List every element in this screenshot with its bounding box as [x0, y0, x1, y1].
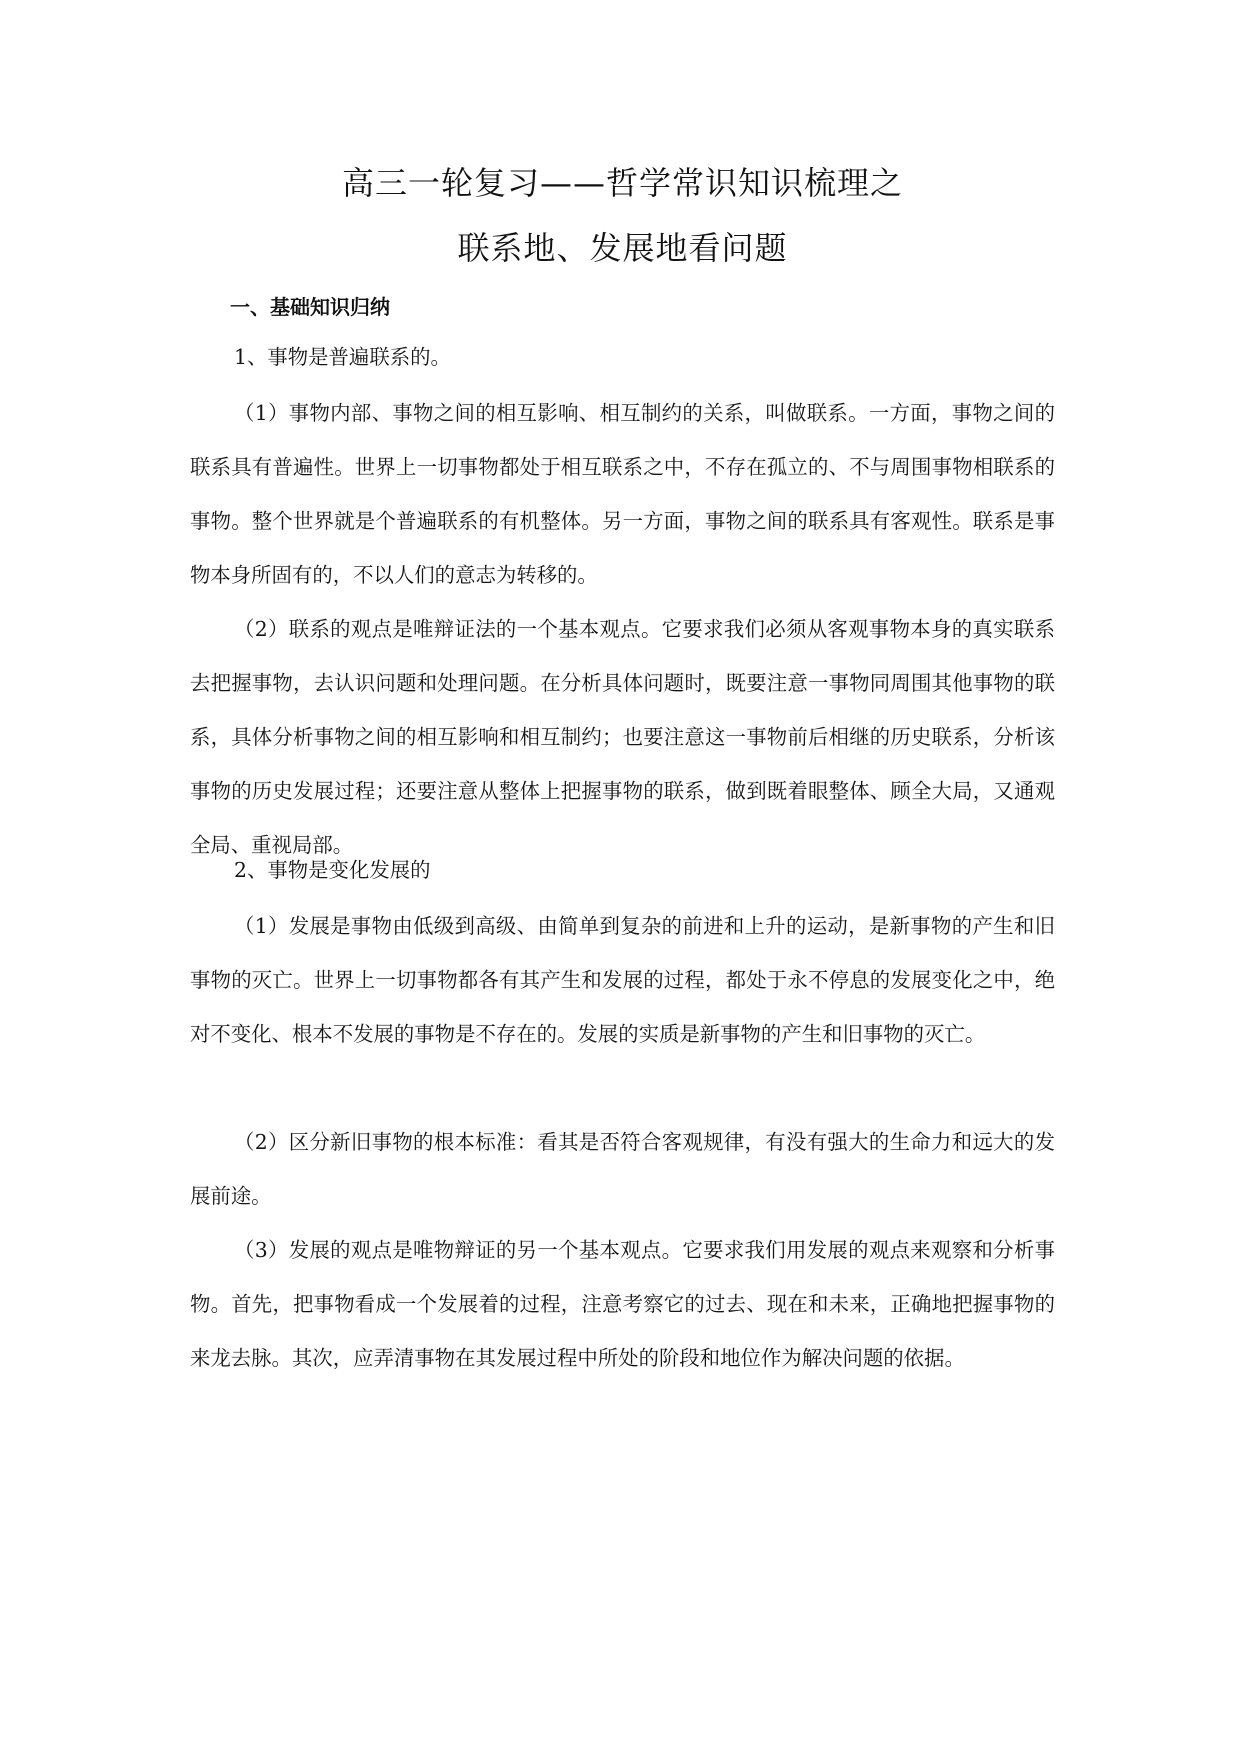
document-title-line1: 高三一轮复习——哲学常识知识梳理之: [341, 164, 903, 202]
paragraph-development-definition: （1）发展是事物由低级到高级、由简单到复杂的前进和上升的运动，是新事物的产生和旧事物的灭亡。世界上一切事物都各有其产生和发展的过程，都处于永不停息的发展变化之中，绝对不变化、根本不发展的事物是不存在的。发展的实质是新事物的产生和旧事物的灭亡。: [190, 914, 1055, 1046]
paragraph-new-old-criterion: （2）区分新旧事物的根本标准：看其是否符合客观规律，有没有强大的生命力和远大的发展前途。: [190, 1130, 1055, 1208]
item-heading-universal-connection: 1、事物是普遍联系的。: [234, 345, 451, 369]
document-title-line2: 联系地、发展地看问题: [457, 229, 788, 267]
paragraph-connection-definition: （1）事物内部、事物之间的相互影响、相互制约的关系，叫做联系。一方面，事物之间的联系具有普遍性。世界上一切事物都处于相互联系之中，不存在孤立的、不与周围事物相联系的事物。整个世界就是个普遍联系的有机整体。另一方面，事物之间的联系具有客观性。联系是事物本身所固有的，不以人们的意志为转移的。: [190, 401, 1055, 587]
section-heading-basic-knowledge: 一、基础知识归纳: [230, 295, 390, 319]
paragraph-connection-viewpoint: （2）联系的观点是唯辩证法的一个基本观点。它要求我们必须从客观事物本身的真实联系去把握事物，去认识问题和处理问题。在分析具体问题时，既要注意一事物同周围其他事物的联系，具体分析事物之间的相互影响和相互制约；也要注意这一事物前后相继的历史联系，分析该事物的历史发展过程；还要注意从整体上把握事物的联系，做到既着眼整体、顾全大局，又通观全局、重视局部。: [190, 617, 1055, 857]
paragraph-development-viewpoint: （3）发展的观点是唯物辩证的另一个基本观点。它要求我们用发展的观点来观察和分析事物。首先，把事物看成一个发展着的过程，注意考察它的过去、现在和未来，正确地把握事物的来龙去脉。其次，应弄清事物在其发展过程中所处的阶段和地位作为解决问题的依据。: [190, 1238, 1055, 1370]
item-heading-development: 2、事物是变化发展的: [234, 858, 431, 882]
